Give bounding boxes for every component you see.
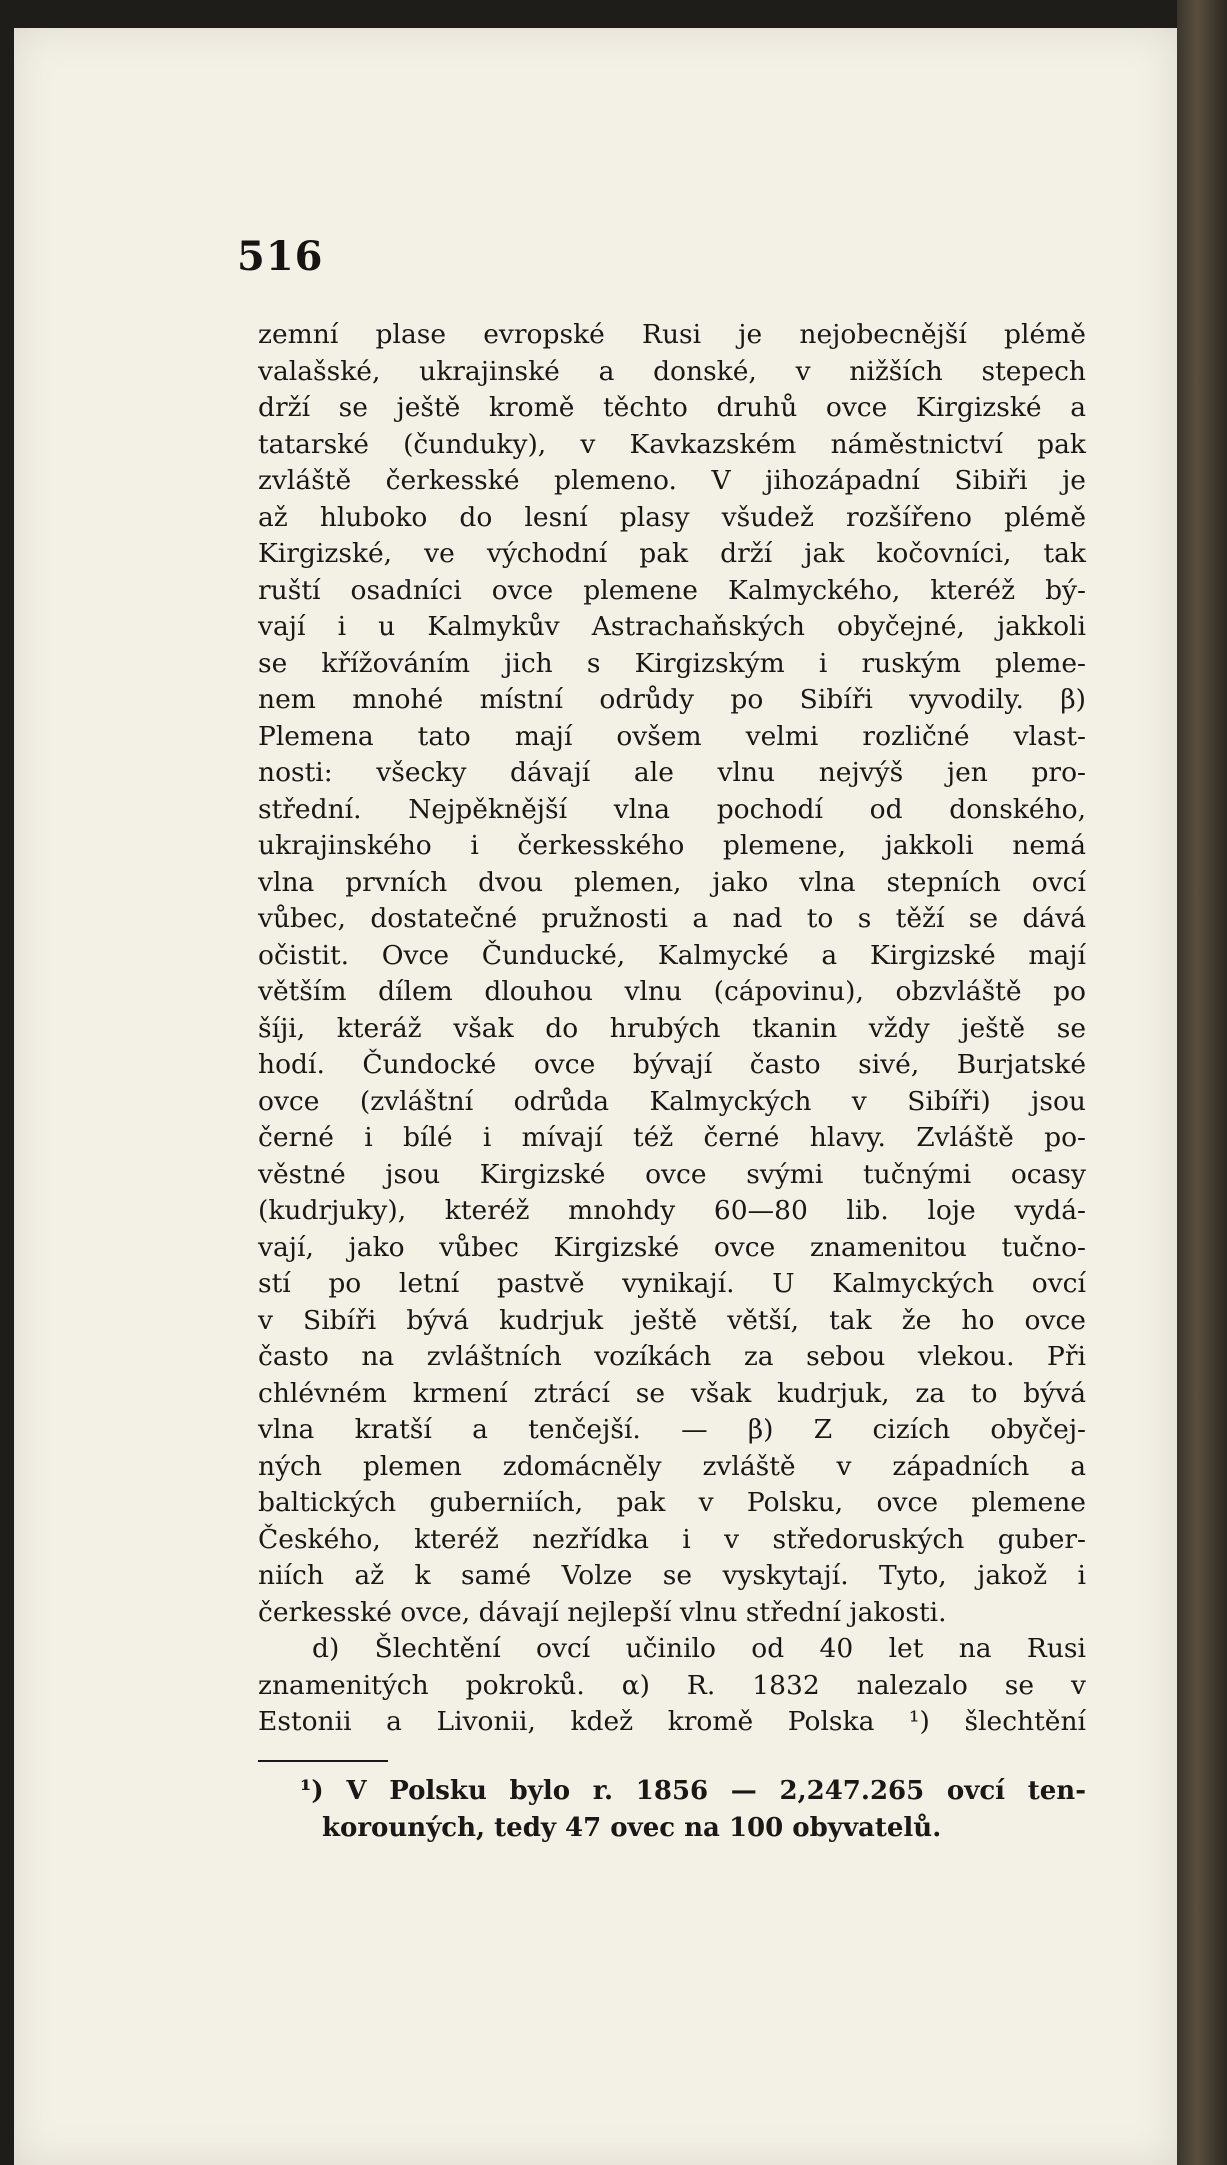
text-line: Plemena tato mají ovšem velmi rozličné vlast- bbox=[258, 720, 1086, 752]
text-line: znamenitých pokroků. α) R. 1832 nalezalo se v bbox=[258, 1669, 1086, 1701]
text-line: ukrajinského i čerkesského plemene, jakkoli nemá bbox=[258, 830, 1086, 861]
text-line: valašské, ukrajinské a donské, v nižších stepech bbox=[258, 355, 1086, 387]
footnote-divider bbox=[258, 1760, 388, 1762]
text-line: větším dílem dlouhou vlnu (cápovinu), obzvláště po bbox=[258, 976, 1086, 1007]
text-line: vlna prvních dvou plemen, jako vlna stepních ovcí bbox=[258, 866, 1086, 898]
text-line: šíji, kteráž však do hrubých tkanin vždy ještě se bbox=[258, 1012, 1086, 1044]
text-line: Českého, kteréž nezřídka i v středoruských guber- bbox=[258, 1523, 1086, 1555]
text-line: ovce (zvláštní odrůda Kalmyckých v Sibíři) jsou bbox=[258, 1085, 1086, 1117]
text-line: tatarské (čunduky), v Kavkazském náměstnictví pak bbox=[258, 428, 1086, 460]
text-line: nosti: všecky dávají ale vlnu nejvýš jen pro- bbox=[258, 757, 1086, 788]
text-line: zvláště čerkesské plemeno. V jihozápadní Sibiři je bbox=[258, 465, 1086, 496]
text-line: čerkesské ovce, dávají nejlepší vlnu střední jakosti. bbox=[258, 1596, 947, 1628]
footnote-line: ¹) V Polsku bylo r. 1856 — 2,247.265 ovcí ten- bbox=[300, 1776, 1086, 1806]
text-line: (kudrjuky), kteréž mnohdy 60—80 lib. loje vydá- bbox=[258, 1195, 1086, 1226]
text-line: ných plemen zdomácněly zvláště v západních a bbox=[258, 1450, 1086, 1482]
text-line: očistit. Ovce Čunducké, Kalmycké a Kirgizské mají bbox=[258, 939, 1086, 971]
text-line: niích až k samé Volze se vyskytají. Tyto, jakož i bbox=[258, 1560, 1086, 1591]
text-line: nem mnohé místní odrůdy po Sibíři vyvodily. β) bbox=[258, 684, 1086, 715]
text-line: v Sibíři bývá kudrjuk ještě větší, tak že ho ovce bbox=[258, 1304, 1086, 1336]
footnote-line: korouných, tedy 47 ovec na 100 obyvatelů. bbox=[322, 1812, 942, 1843]
text-line: zemní plase evropské Rusi je nejobecnější plémě bbox=[258, 319, 1086, 350]
text-line: vlna kratší a tenčejší. — β) Z cizích obyčej- bbox=[258, 1414, 1086, 1445]
text-line: často na zvláštních vozíkách za sebou vlekou. Při bbox=[258, 1341, 1086, 1372]
text-line: černé i bílé i mívají též černé hlavy. Zvláště po- bbox=[258, 1122, 1086, 1153]
text-line: drží se ještě kromě těchto druhů ovce Kirgizské a bbox=[258, 392, 1086, 423]
text-line: až hluboko do lesní plasy všudež rozšířeno plémě bbox=[258, 501, 1086, 533]
text-line: stí po letní pastvě vynikají. U Kalmyckých ovcí bbox=[258, 1268, 1086, 1299]
text-line: vají i u Kalmykův Astrachaňských obyčejné, jakkoli bbox=[258, 611, 1086, 642]
text-line: chlévném krmení ztrácí se však kudrjuk, za to bývá bbox=[258, 1377, 1086, 1409]
text-line: Kirgizské, ve východní pak drží jak kočovníci, tak bbox=[258, 538, 1086, 569]
text-line: hodí. Čundocké ovce bývají často sivé, Burjatské bbox=[258, 1049, 1086, 1080]
text-line: Estonii a Livonii, kdež kromě Polska ¹) šlechtění bbox=[258, 1706, 1086, 1737]
page-number: 516 bbox=[237, 233, 324, 280]
text-line: střední. Nejpěknější vlna pochodí od donského, bbox=[258, 793, 1086, 825]
text-line: ruští osadníci ovce plemene Kalmyckého, kteréž bý- bbox=[258, 574, 1086, 606]
text-line: se křížováním jich s Kirgizským i ruským pleme- bbox=[258, 647, 1086, 679]
text-line: vůbec, dostatečné pružnosti a nad to s těží se dává bbox=[258, 903, 1086, 934]
text-line: vají, jako vůbec Kirgizské ovce znamenitou tučno- bbox=[258, 1231, 1086, 1263]
book-spine-edge bbox=[1177, 0, 1227, 2165]
text-line: d) Šlechtění ovcí učinilo od 40 let na Rusi bbox=[312, 1633, 1086, 1664]
footnote bbox=[300, 1772, 1086, 1845]
body-text bbox=[258, 317, 1086, 1741]
text-line: věstné jsou Kirgizské ovce svými tučnými ocasy bbox=[258, 1158, 1086, 1190]
text-line: baltických guberniích, pak v Polsku, ovce plemene bbox=[258, 1487, 1086, 1518]
